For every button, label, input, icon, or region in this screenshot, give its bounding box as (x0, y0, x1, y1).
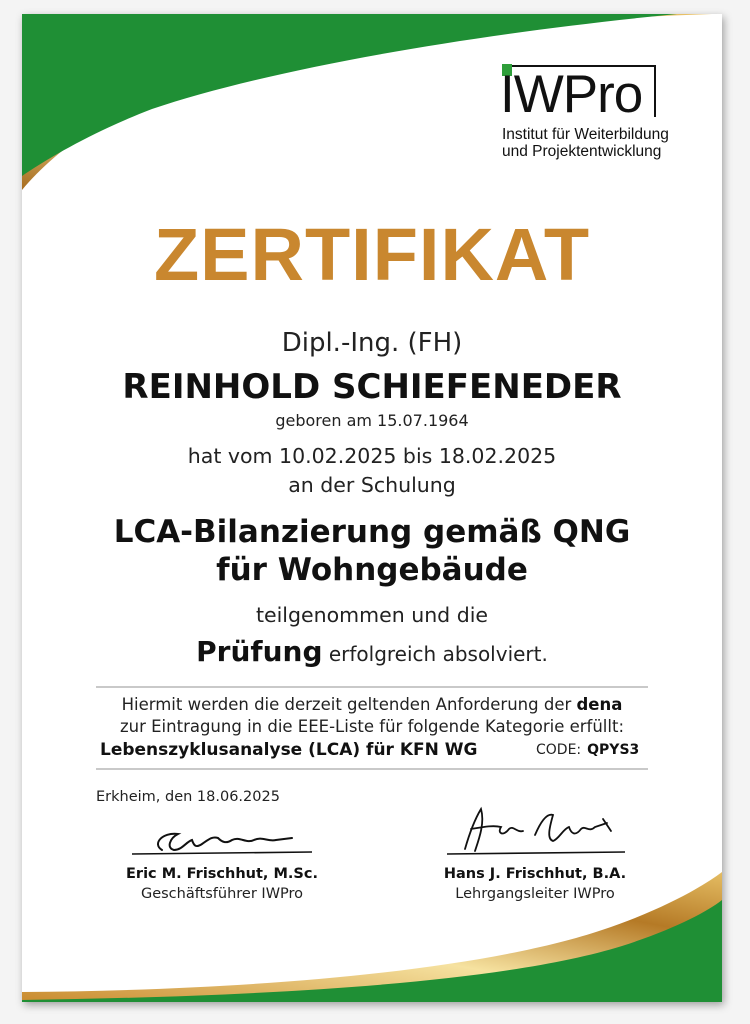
divider-bottom (96, 768, 648, 770)
category-name: Lebenszyklusanalyse (LCA) für KFN WG (100, 740, 478, 760)
logo-subtitle (502, 126, 669, 160)
signer-left-role: Geschäftsführer IWPro (140, 886, 304, 902)
code-label: CODE: (536, 742, 582, 758)
exam-label: Prüfung (196, 635, 323, 668)
logo-subtitle-line1: Institut für Weiterbildung (502, 126, 669, 143)
exam-result (22, 633, 722, 675)
signature-right-image (435, 799, 635, 864)
certificate-sheet (22, 14, 722, 1002)
certificate-title: ZERTIFIKAT (153, 213, 591, 296)
training-label: an der Schulung (288, 473, 456, 497)
signer-left-name: Eric M. Frischhut, M.Sc. (126, 866, 318, 882)
signature-block-right (435, 799, 635, 904)
participation-text: teilgenommen und die (255, 603, 489, 627)
dena-statement-line2: zur Eintragung in die EEE-Liste für folgende Kategorie erfüllt: (119, 717, 625, 736)
recipient-prefix: Dipl.-Ing. (FH) (281, 328, 463, 358)
logo-subtitle-line2: und Projektentwicklung (502, 143, 662, 160)
training-period: hat vom 10.02.2025 bis 18.02.2025 (187, 444, 557, 468)
signer-right-name: Hans J. Frischhut, B.A. (443, 866, 627, 882)
logo-wordmark: IWPro (500, 65, 643, 124)
place-date: Erkheim, den 18.06.2025 (96, 789, 280, 805)
category-code (536, 738, 639, 762)
signature-left-image (122, 814, 322, 864)
course-title-line2: für Wohngebäude (216, 552, 528, 588)
course-title-line1: LCA-Bilanzierung gemäß QNG (113, 514, 631, 550)
signature-block-left (122, 814, 322, 904)
divider-top (96, 686, 648, 688)
signer-right-role: Lehrgangsleiter IWPro (455, 886, 615, 902)
exam-result-text: erfolgreich absolviert. (322, 642, 548, 666)
code-value: QPYS3 (587, 742, 640, 758)
dena-name: dena (576, 695, 623, 714)
category-row (22, 738, 722, 762)
iwpro-logo (492, 60, 712, 170)
recipient-birth: geboren am 15.07.1964 (275, 411, 469, 430)
dena-statement-text: Hiermit werden die derzeit geltenden Anforderung der (121, 695, 577, 714)
recipient-name: REINHOLD SCHIEFENEDER (122, 367, 622, 407)
dena-statement-line1 (22, 694, 722, 716)
